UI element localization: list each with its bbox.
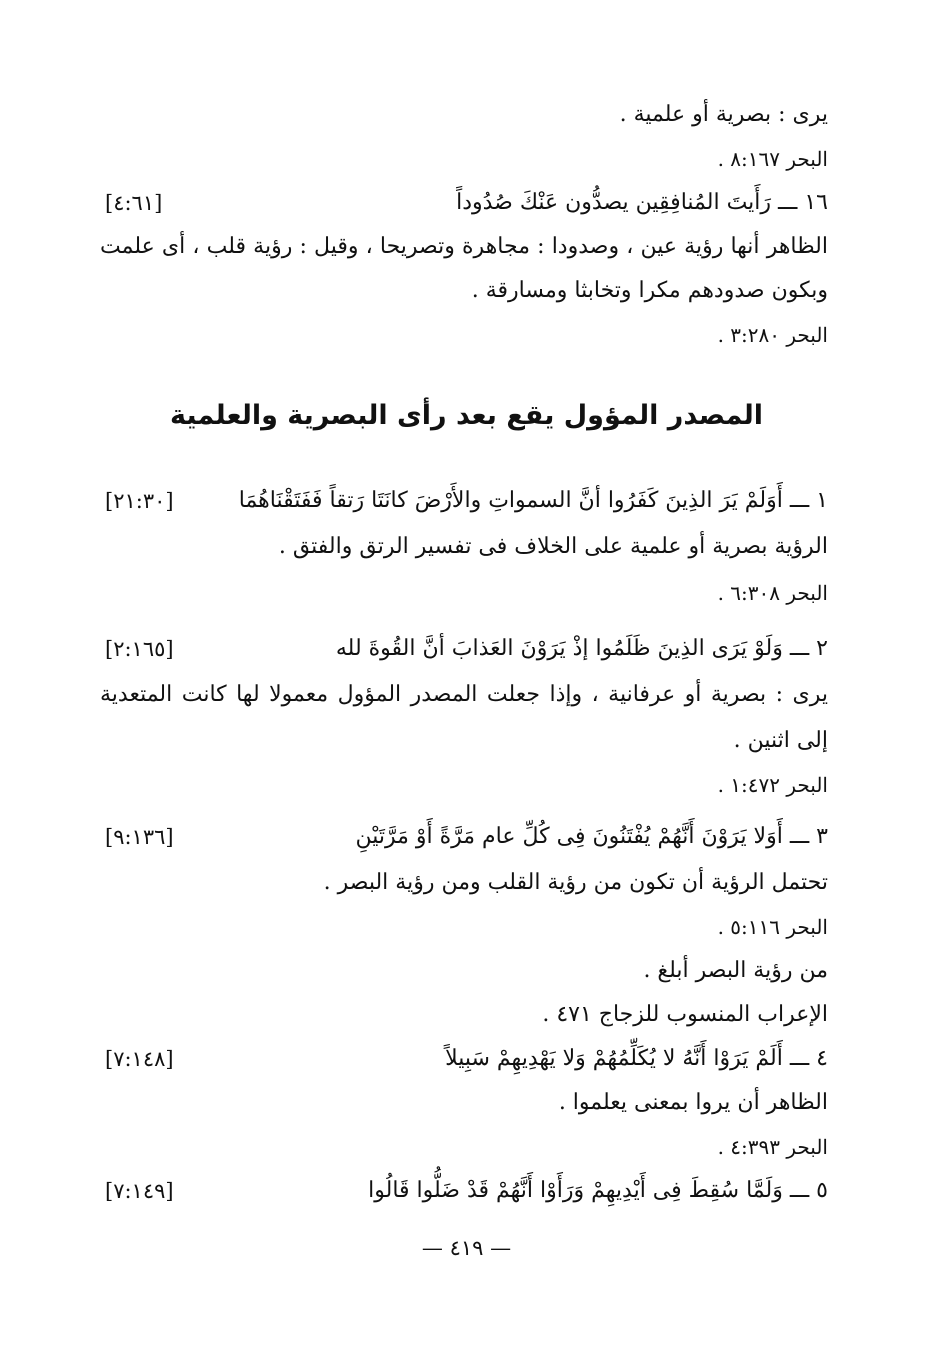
text-line: تحتمل الرؤية أن تكون من رؤية القلب ومن رؤية البصر .: [323, 870, 828, 895]
source-citation: البحر ٥:١١٦ .: [717, 915, 828, 939]
verse-line: ٣ ـــ أَوَلا يَرَوْنَ أَنَّهُمْ يُفْتَنُونَ فِى كُلِّ عام مَرَّةً أَوْ مَرَّتَيْنِ: [355, 824, 828, 849]
verse-line: ٢ ـــ وَلَوْ يَرَى الذِينَ ظَلَمُوا إذْ يَرَوْنَ العَذابَ أنَّ القُوةَ لله: [335, 636, 828, 661]
section-heading: المصدر المؤول يقع بعد رأى البصرية والعلمية: [169, 400, 764, 431]
source-citation: البحر ١:٤٧٢ .: [717, 773, 828, 797]
text-line: الرؤية بصرية أو علمية على الخلاف فى تفسير الرتق والفتق .: [278, 534, 828, 559]
verse-reference: [٩:١٣٦]: [105, 825, 174, 849]
text-line: من رؤية البصر أبلغ .: [643, 958, 828, 983]
source-citation: البحر ٦:٣٠٨ .: [717, 581, 828, 605]
verse-reference: [٢:١٦٥]: [105, 637, 174, 661]
verse-reference: [٧:١٤٨]: [105, 1047, 174, 1071]
verse-line: ٥ ـــ وَلَمَّا سُقِطَ فِى أَيْدِيهِمْ وَرَأَوْا أَنَّهُمْ قَدْ ضَلُّوا قَالُوا: [368, 1178, 828, 1203]
text-line: الظاهر أن يروا بمعنى يعلموا .: [558, 1090, 828, 1115]
verse-line: ١٦ ـــ رَأَيتَ المُنافِقِين يصدُّون عَنْكَ صُدُوداً: [456, 190, 828, 215]
page-number: — ٤١٩ —: [421, 1236, 512, 1260]
source-citation: البحر ٨:١٦٧ .: [717, 147, 828, 171]
source-citation: البحر ٤:٣٩٣ .: [717, 1135, 828, 1159]
verse-reference: [٤:٦١]: [105, 191, 163, 215]
verse-line: ٤ ـــ أَلَمْ يَرَوْا أَنَّهُ لا يُكَلِّمُهُمْ وَلا يَهْدِيهِمْ سَبِيلاً: [445, 1046, 828, 1071]
text-line: الإعراب المنسوب للزجاج ٤٧١ .: [542, 1002, 828, 1027]
verse-reference: [٧:١٤٩]: [105, 1179, 174, 1203]
text-line: يرى : بصرية أو عرفانية ، وإذا جعلت المصدر المؤول معمولا لها كانت المتعدية: [100, 682, 828, 707]
verse-line: ١ ـــ أَوَلَمْ يَرَ الذِينَ كَفَرُوا أنَّ السمواتِ والأَرْضَ كانَتَا رَتقاً فَفَتَقْنَاهُمَا: [238, 488, 828, 513]
source-citation: البحر ٣:٢٨٠ .: [717, 323, 828, 347]
text-line: الظاهر أنها رؤية عين ، وصدودا : مجاهرة وتصريحا ، وقيل : رؤية قلب ، أى علمت: [100, 234, 828, 259]
text-line: إلى اثنين .: [733, 728, 828, 753]
text-line: يرى : بصرية أو علمية .: [619, 102, 828, 127]
verse-reference: [٢١:٣٠]: [105, 489, 174, 513]
text-line: وبكون صدودهم مكرا وتخابثا ومسارقة .: [471, 278, 828, 303]
